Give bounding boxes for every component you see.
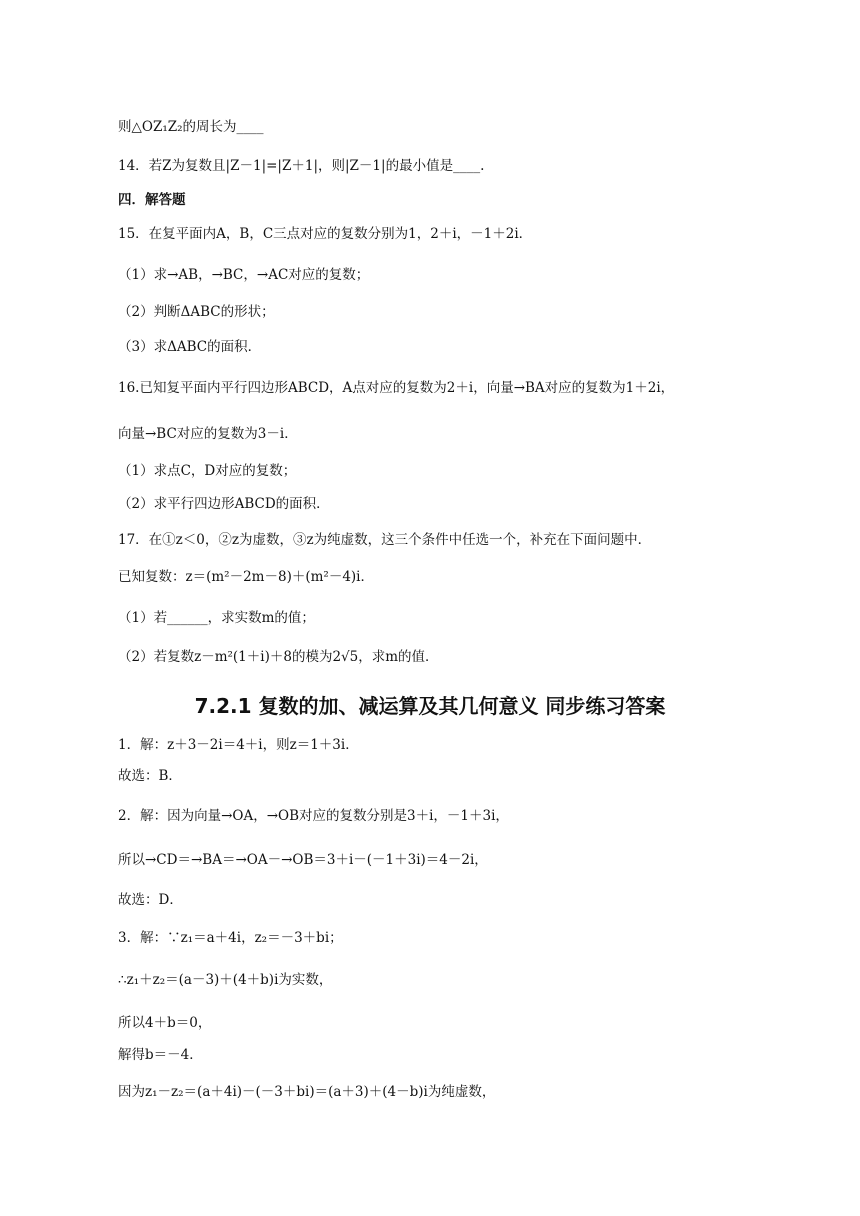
q15-part2: （2）判断ΔABC的形状；: [118, 304, 275, 320]
q17-part1: （1）若______，求实数m的值；: [118, 610, 315, 626]
a3-step4: 因为z₁－z₂＝(a＋4i)－(－3＋bi)＝(a＋3)＋(4－b)i为纯虚数，: [118, 1084, 496, 1100]
a3: 3．解：∵z₁＝a＋4i，z₂＝－3＋bi；: [118, 930, 343, 946]
a3-step1: ∴z₁＋z₂＝(a－3)＋(4＋b)i为实数，: [118, 972, 333, 988]
a2-step: 所以→CD＝→BA＝→OA－→OB＝3＋i－(－1＋3i)＝4－2i，: [118, 852, 488, 868]
section-heading: 四．解答题: [118, 192, 186, 208]
q17: 17．在①z＜0，②z为虚数，③z为纯虚数，这三个条件中任选一个，补充在下面问题中．: [118, 532, 652, 548]
answer-title: 7.2.1 复数的加、减运算及其几何意义 同步练习答案: [194, 694, 666, 718]
q17-part2: （2）若复数z－m²(1＋i)＋8的模为2√5，求m的值．: [118, 649, 439, 665]
q16: 16.已知复平面内平行四边形ABCD，A点对应的复数为2＋i，向量→BA对应的复数为1＋2i，: [118, 380, 675, 396]
q16-part2: （2）求平行四边形ABCD的面积．: [118, 496, 330, 512]
q16-part1: （1）求点C，D对应的复数；: [118, 463, 297, 479]
q15: 15．在复平面内A，B，C三点对应的复数分别为1，2＋i，－1＋2i．: [118, 226, 533, 242]
a1-choice: 故选：B．: [118, 768, 182, 784]
a2: 2．解：因为向量→OA，→OB对应的复数分别是3＋i，－1＋3i，: [118, 808, 509, 824]
a2-choice: 故选：D．: [118, 892, 183, 908]
q17-given: 已知复数：z＝(m²－2m－8)＋(m²－4)i．: [118, 569, 374, 585]
q15-part3: （3）求ΔABC的面积．: [118, 339, 262, 355]
a3-step3: 解得b＝－4．: [118, 1047, 203, 1063]
q13-tail: 则△OZ₁Z₂的周长为____: [118, 119, 264, 135]
a3-step2: 所以4＋b＝0，: [118, 1015, 212, 1031]
q15-part1: （1）求→AB，→BC，→AC对应的复数；: [118, 267, 370, 283]
a1: 1．解：z＋3－2i＝4＋i，则z＝1＋3i．: [118, 737, 359, 753]
q14: 14．若Z为复数且|Z－1|=|Z＋1|，则|Z－1|的最小值是____.: [118, 158, 485, 174]
q16-cont: 向量→BC对应的复数为3－i．: [118, 426, 298, 442]
